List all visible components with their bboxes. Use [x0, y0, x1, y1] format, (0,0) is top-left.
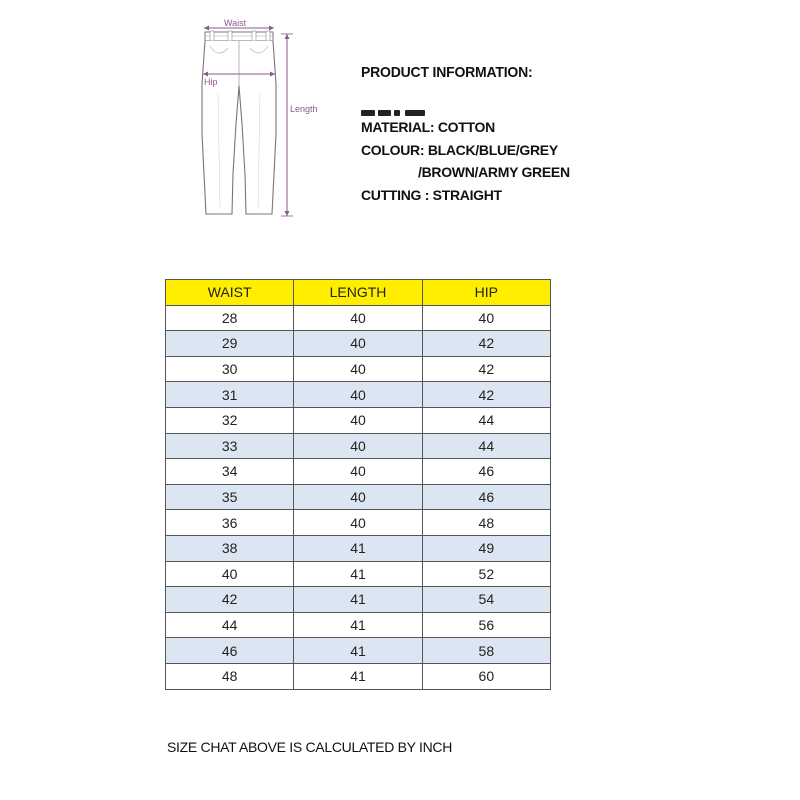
cell-hip: 56 [422, 612, 550, 638]
product-info-title: PRODUCT INFORMATION: [361, 63, 533, 81]
cell-waist: 36 [166, 510, 294, 536]
cell-length: 41 [294, 587, 422, 613]
colour-line: COLOUR: BLACK/BLUE/GREY [361, 141, 558, 158]
cell-waist: 30 [166, 356, 294, 382]
cell-length: 41 [294, 535, 422, 561]
cutting-line: CUTTING : STRAIGHT [361, 186, 502, 203]
cell-length: 40 [294, 305, 422, 331]
table-row [166, 612, 551, 638]
cell-length: 40 [294, 510, 422, 536]
header-waist: WAIST [166, 280, 294, 306]
cell-waist: 48 [166, 663, 294, 689]
cell-hip: 42 [422, 331, 550, 357]
cell-waist: 35 [166, 484, 294, 510]
header-hip: HIP [422, 280, 550, 306]
table-row [166, 587, 551, 613]
cell-waist: 44 [166, 612, 294, 638]
colour-line-continued: /BROWN/ARMY GREEN [418, 164, 570, 180]
cell-length: 40 [294, 331, 422, 357]
table-row [166, 382, 551, 408]
table-row [166, 535, 551, 561]
hip-label: Hip [204, 77, 218, 87]
cell-waist: 31 [166, 382, 294, 408]
cell-hip: 44 [422, 433, 550, 459]
cell-hip: 60 [422, 663, 550, 689]
cell-length: 41 [294, 561, 422, 587]
waist-label: Waist [224, 18, 247, 28]
table-row [166, 561, 551, 587]
cell-hip: 48 [422, 510, 550, 536]
pants-outline-illustration [188, 14, 338, 224]
cell-waist: 46 [166, 638, 294, 664]
cell-length: 40 [294, 484, 422, 510]
cell-hip: 54 [422, 587, 550, 613]
pants-measurement-diagram [188, 14, 338, 224]
cell-hip: 40 [422, 305, 550, 331]
table-row [166, 305, 551, 331]
cell-hip: 46 [422, 484, 550, 510]
cell-hip: 42 [422, 356, 550, 382]
table-row [166, 638, 551, 664]
table-row [166, 510, 551, 536]
cell-length: 41 [294, 612, 422, 638]
cell-length: 40 [294, 407, 422, 433]
cell-length: 41 [294, 663, 422, 689]
cropped-text-fragment [361, 108, 431, 116]
cell-length: 40 [294, 382, 422, 408]
length-label: Length [290, 104, 318, 114]
product-information [361, 64, 621, 206]
table-row [166, 663, 551, 689]
size-chart-table [165, 279, 551, 690]
table-row [166, 484, 551, 510]
cell-waist: 38 [166, 535, 294, 561]
table-row [166, 331, 551, 357]
cell-waist: 29 [166, 331, 294, 357]
header-length: LENGTH [294, 280, 422, 306]
cell-length: 40 [294, 356, 422, 382]
cell-length: 40 [294, 433, 422, 459]
material-line: MATERIAL: COTTON [361, 119, 495, 135]
cell-length: 41 [294, 638, 422, 664]
cell-hip: 44 [422, 407, 550, 433]
cell-waist: 28 [166, 305, 294, 331]
table-row [166, 356, 551, 382]
table-row [166, 459, 551, 485]
cell-waist: 40 [166, 561, 294, 587]
cell-hip: 49 [422, 535, 550, 561]
cell-waist: 34 [166, 459, 294, 485]
size-table-body [166, 305, 551, 689]
table-row [166, 433, 551, 459]
cell-waist: 33 [166, 433, 294, 459]
size-unit-note: SIZE CHAT ABOVE IS CALCULATED BY INCH [167, 739, 453, 755]
cell-hip: 58 [422, 638, 550, 664]
table-row [166, 407, 551, 433]
cell-waist: 42 [166, 587, 294, 613]
cell-hip: 42 [422, 382, 550, 408]
cell-waist: 32 [166, 407, 294, 433]
cell-hip: 52 [422, 561, 550, 587]
size-table-header-row [166, 280, 551, 306]
cell-length: 40 [294, 459, 422, 485]
cell-hip: 46 [422, 459, 550, 485]
